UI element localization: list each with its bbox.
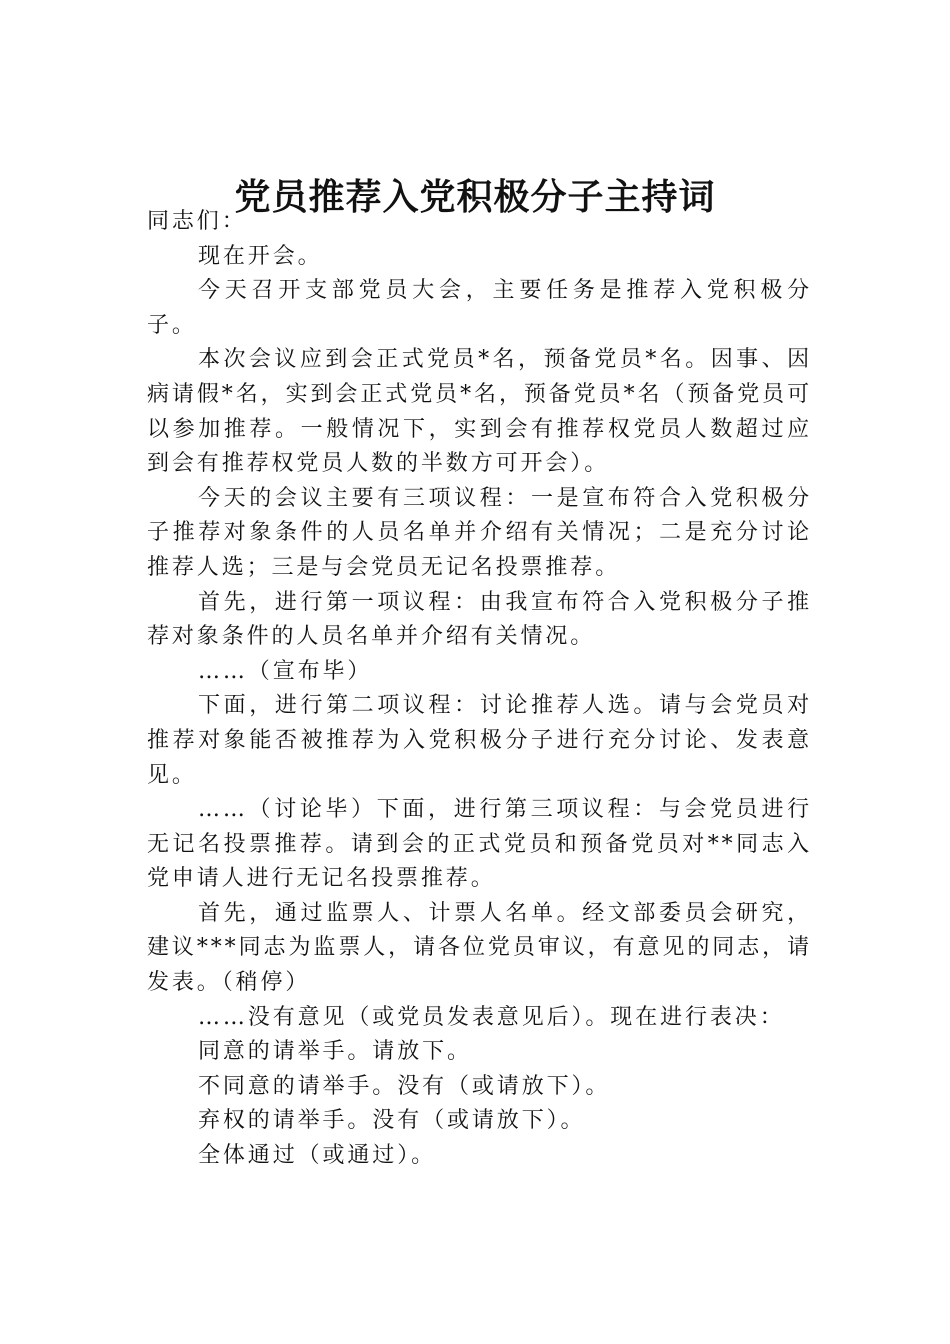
salutation: 同志们：	[147, 209, 247, 234]
body-paragraph: 今天召开支部党员大会，主要任务是推荐入党积极分子。	[147, 278, 812, 338]
body-paragraph: ……没有意见（或党员发表意见后）。现在进行表决：	[198, 1004, 785, 1030]
body-paragraph: 首先，进行第一项议程：由我宣布符合入党积极分子推荐对象条件的人员名单并介绍有关情况。	[147, 589, 812, 650]
body-paragraph: 不同意的请举手。没有（或请放下）。	[198, 1073, 611, 1099]
body-paragraph: 弃权的请举手。没有（或请放下）。	[198, 1108, 586, 1134]
body-paragraph: 今天的会议主要有三项议程：一是宣布符合入党积极分子推荐对象条件的人员名单并介绍有关情况；二是充分讨论推荐人选；三是与会党员无记名投票推荐。	[147, 485, 812, 580]
body-paragraph: 下面，进行第二项议程：讨论推荐人选。请与会党员对推荐对象能否被推荐为入党积极分子进行充分讨论、发表意见。	[147, 693, 812, 788]
body-paragraph: 全体通过（或通过）。	[198, 1143, 437, 1169]
body-paragraph: 首先，通过监票人、计票人名单。经文部委员会研究，建议***同志为监票人，请各位党员审议，有意见的同志，请发表。（稍停）	[147, 900, 812, 996]
document-body	[147, 205, 812, 1174]
body-paragraph: ……（讨论毕）下面，进行第三项议程：与会党员进行无记名投票推荐。请到会的正式党员和预备党员对**同志入党申请人进行无记名投票推荐。	[147, 797, 812, 892]
body-paragraph: 本次会议应到会正式党员*名，预备党员*名。因事、因病请假*名，实到会正式党员*名，预备党员*名（预备党员可以参加推荐。一般情况下，实到会有推荐权党员人数超过应到会有推荐权党员人数的半数方可开会）。	[147, 347, 812, 477]
body-paragraph: 同意的请举手。请放下。	[198, 1039, 472, 1065]
body-paragraph: 现在开会。	[198, 243, 323, 269]
document-title: 党员推荐入党积极分子主持词	[234, 176, 716, 218]
body-paragraph: ……（宣布毕）	[198, 658, 373, 684]
